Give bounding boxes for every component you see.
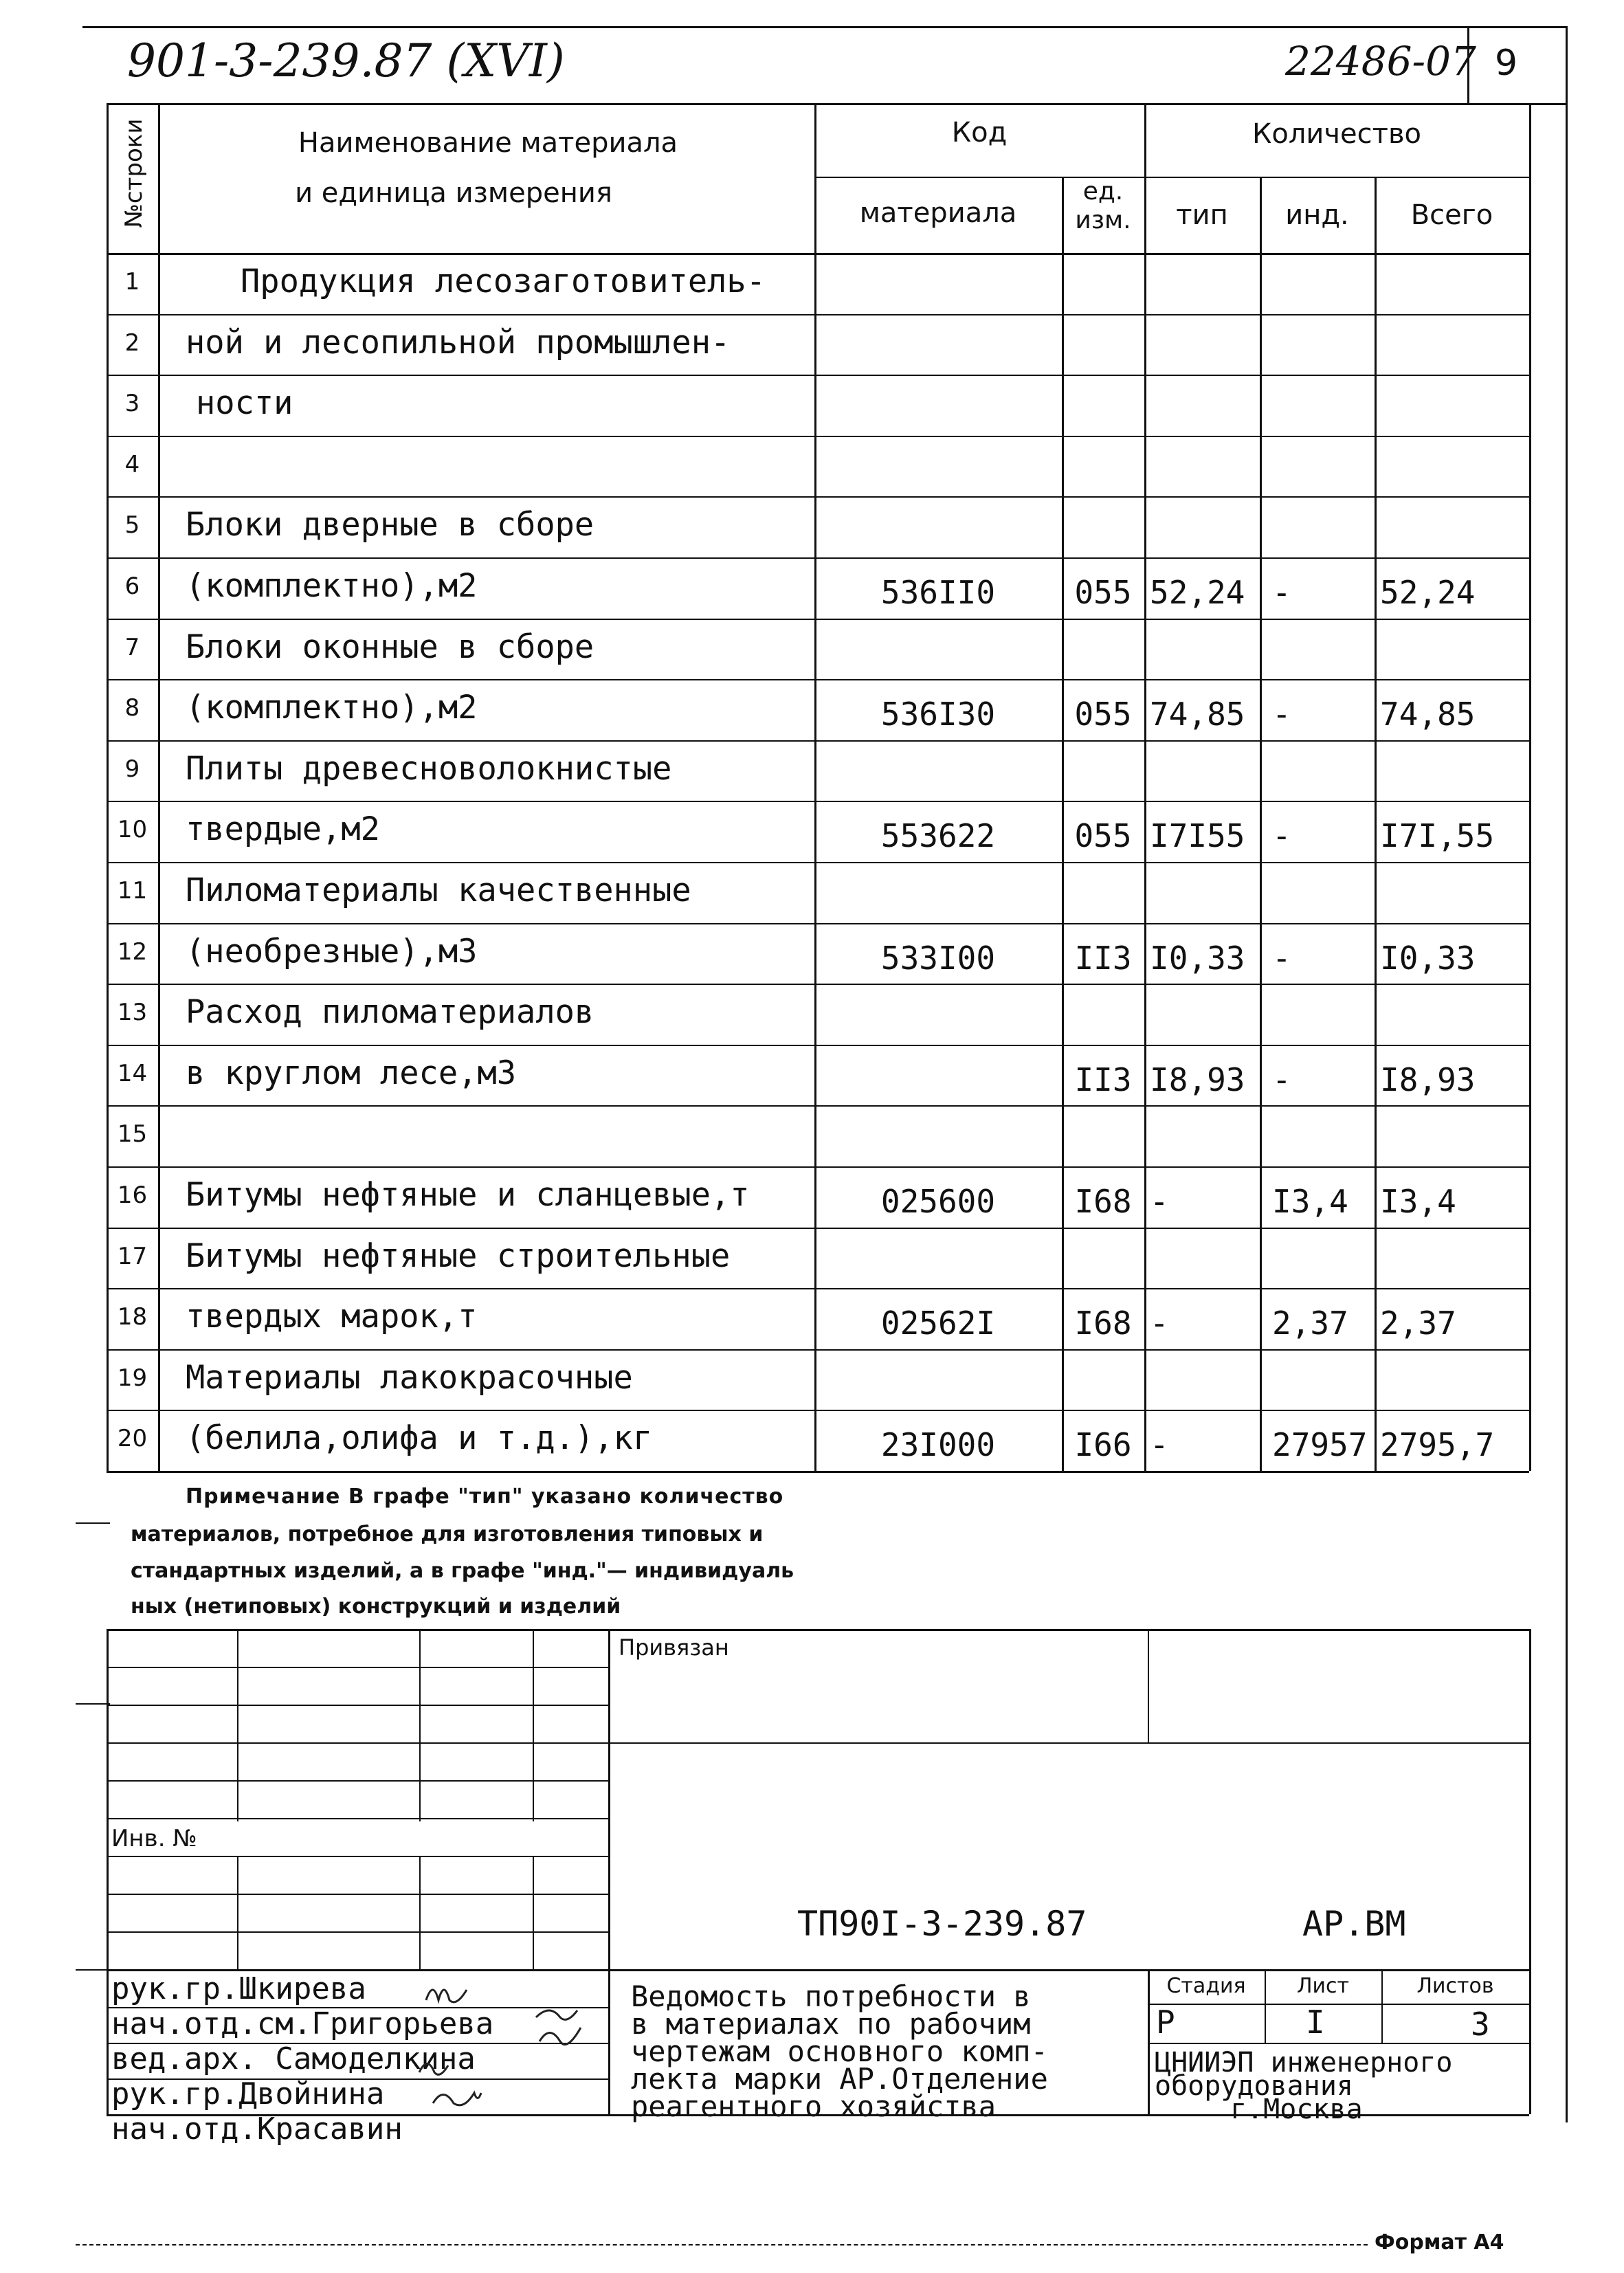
cell-total: 2,37 (1380, 1305, 1456, 1342)
cell-code: 02562I (880, 1305, 996, 1342)
cell-total: I0,33 (1380, 939, 1476, 977)
cell-code: 025600 (880, 1183, 996, 1220)
cell-code: 536I30 (880, 696, 996, 733)
col-header-line-no: №строки (120, 118, 148, 228)
cell-type: 52,24 (1150, 574, 1245, 611)
cell-code: 536II0 (880, 574, 996, 611)
col-header-name-2: и единица измерения (295, 177, 612, 209)
row-number: 17 (117, 1242, 148, 1270)
cell-unit: 055 (1074, 817, 1132, 855)
cell-ind: I3,4 (1272, 1183, 1348, 1220)
cell-material-name: Блоки оконные в сборе (186, 628, 594, 666)
row-number: 2 (124, 329, 140, 357)
cell-material-name: Материалы лакокрасочные (186, 1358, 633, 1397)
cell-material-name: (комплектно),м2 (186, 689, 478, 727)
note-line-4: ных (нетиповых) конструкций и изделий (131, 1595, 621, 1619)
tied-label: Привязан (619, 1634, 729, 1661)
cell-material-name: Расход пиломатериалов (186, 993, 594, 1032)
row-number: 14 (117, 1059, 148, 1087)
row-number: 18 (117, 1303, 148, 1331)
col-header-ind: инд. (1285, 199, 1349, 231)
cell-type: - (1150, 1183, 1169, 1220)
row-number: 12 (117, 938, 148, 966)
document-title-line: лекта марки АР.Отделение (631, 2062, 1048, 2096)
row-number: 5 (124, 511, 140, 540)
col-header-type: тип (1176, 199, 1228, 231)
cell-type: - (1150, 1426, 1169, 1464)
cell-unit: I68 (1074, 1183, 1132, 1220)
note-line-3: стандартных изделий, а в графе "инд."— индивидуаль (131, 1559, 794, 1583)
cell-material-name: ности (196, 384, 293, 423)
cell-unit: I66 (1074, 1426, 1132, 1464)
cell-total: 74,85 (1380, 696, 1476, 733)
row-number: 9 (124, 755, 140, 783)
cell-type: I7I55 (1150, 817, 1245, 855)
organization-line: г.Москва (1230, 2094, 1363, 2125)
col-header-quantity: Количество (1252, 118, 1421, 150)
cell-ind: 2,37 (1272, 1305, 1348, 1342)
col-header-material: материала (859, 197, 1017, 229)
document-title-line: чертежам основного комп- (631, 2034, 1048, 2068)
row-number: 1 (124, 268, 140, 296)
cell-material-name: твердые,м2 (186, 810, 380, 849)
cell-total: I8,93 (1380, 1061, 1476, 1098)
row-number: 3 (124, 390, 140, 418)
cell-ind: 27957 (1272, 1426, 1368, 1464)
cell-material-name: Плиты древесноволокнистые (186, 749, 672, 788)
document-title-line: реагентного хозяйства (631, 2089, 997, 2123)
row-number: 16 (117, 1182, 148, 1209)
cell-material-name: в круглом лесе,м3 (186, 1054, 517, 1092)
cell-type: I8,93 (1150, 1061, 1245, 1098)
organization-line: оборудования (1155, 2070, 1353, 2102)
cell-ind: - (1272, 939, 1291, 977)
cell-code: 533I00 (880, 939, 996, 977)
row-number: 15 (117, 1120, 148, 1149)
col-header-total: Всего (1410, 199, 1493, 231)
cell-code: 553622 (880, 817, 996, 855)
cell-unit: I68 (1074, 1305, 1132, 1342)
sheets-label: Листов (1416, 1974, 1494, 1998)
document-mark: АР.ВМ (1302, 1904, 1406, 1944)
cell-ind: - (1272, 817, 1291, 855)
cell-material-name: Битумы нефтяные строительные (186, 1237, 731, 1275)
inventory-number: 22486-07 (1285, 38, 1476, 85)
row-number: 6 (124, 573, 140, 600)
cell-material-name: (необрезные),м3 (186, 932, 478, 971)
cell-total: I7I,55 (1380, 817, 1495, 855)
cell-ind: - (1272, 696, 1291, 733)
cell-total: I3,4 (1380, 1183, 1456, 1220)
document-title-line: Ведомость потребности в (631, 1980, 1031, 2013)
cell-total: 2795,7 (1380, 1426, 1495, 1464)
signature-line: рук.гр.Шкирева (111, 1971, 366, 2006)
cell-unit: II3 (1074, 1061, 1132, 1098)
doc-code: 901-3-239.87 (XVI) (127, 34, 565, 87)
stage-value: Р (1156, 2004, 1175, 2041)
cell-unit: II3 (1074, 939, 1132, 977)
cell-unit: 055 (1074, 696, 1132, 733)
cell-unit: 055 (1074, 574, 1132, 611)
signature-line: рук.гр.Двойнина (111, 2076, 385, 2111)
cell-ind: - (1272, 574, 1291, 611)
stage-label: Стадия (1166, 1974, 1246, 1998)
cell-type: I0,33 (1150, 939, 1245, 977)
row-number: 10 (117, 816, 148, 844)
note-line-2: материалов, потребное для изготовления типовых и (131, 1522, 764, 1546)
format-label: Формат А4 (1375, 2230, 1504, 2254)
cell-type: - (1150, 1305, 1169, 1342)
row-number: 8 (124, 694, 140, 722)
col-header-unit: ед. изм. (1075, 177, 1131, 234)
cell-code: 23I000 (880, 1426, 996, 1464)
cell-material-name: ной и лесопильной промышлен- (186, 323, 731, 362)
signature-line: нач.отд.см.Григорьева (111, 2006, 494, 2041)
row-number: 4 (124, 450, 140, 478)
row-number: 7 (124, 633, 140, 661)
cell-ind: - (1272, 1061, 1291, 1098)
signature-line: нач.отд.Красавин (111, 2111, 403, 2147)
col-header-name-1: Наименование материала (298, 127, 678, 159)
document-title-line: в материалах по рабочим (631, 2007, 1031, 2041)
signatures-scribbles (412, 1969, 619, 2117)
row-number: 11 (117, 877, 148, 905)
project-code: ТП90I-3-239.87 (797, 1904, 1087, 1944)
cell-total: 52,24 (1380, 574, 1476, 611)
cell-material-name: (белила,олифа и т.д.),кг (186, 1419, 653, 1458)
sheet-label: Лист (1296, 1974, 1350, 1998)
cell-type: 74,85 (1150, 696, 1245, 733)
col-header-code: Код (951, 117, 1008, 148)
row-number: 13 (117, 999, 148, 1027)
page-number: 9 (1495, 43, 1518, 84)
cell-material-name: Блоки дверные в сборе (186, 506, 594, 544)
row-number: 19 (117, 1364, 148, 1392)
organization-line: ЦНИИЭП инженерного (1155, 2047, 1453, 2078)
cell-material-name: Битумы нефтяные и сланцевые,т (186, 1176, 750, 1214)
cell-material-name: твердых марок,т (186, 1298, 478, 1336)
signature-line: вед.арх. Самоделкина (111, 2041, 476, 2076)
cell-material-name: Продукция лесозаготовитель- (241, 263, 766, 300)
row-number: 20 (117, 1425, 148, 1453)
sheets-value: 3 (1471, 2006, 1490, 2043)
sheet-value: I (1306, 2004, 1325, 2041)
note-line-1: Примечание В графе "тип" указано количество (186, 1485, 784, 1509)
cell-material-name: Пиломатериалы качественные (186, 872, 691, 909)
inv-number-label: Инв. № (111, 1825, 197, 1852)
cell-material-name: (комплектно),м2 (186, 567, 478, 605)
